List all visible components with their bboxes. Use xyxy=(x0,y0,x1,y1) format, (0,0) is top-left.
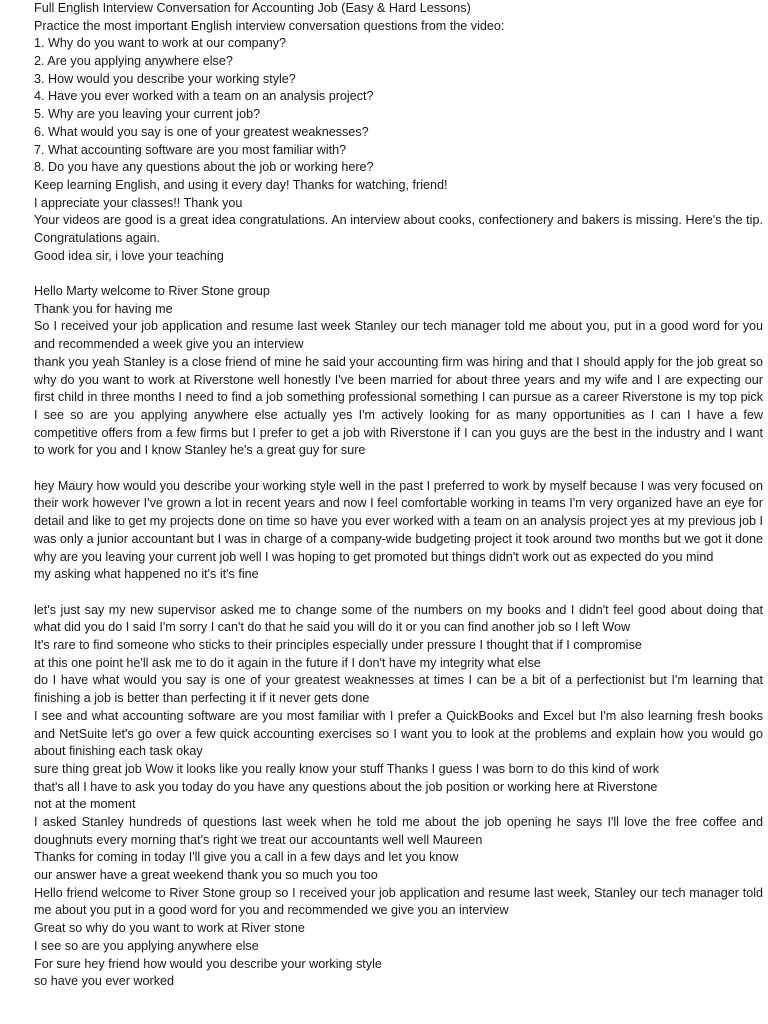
blank-line xyxy=(34,460,763,478)
text-line: Practice the most important English interview conversation questions from the video: xyxy=(34,18,505,33)
text-line: I see so are you applying anywhere else xyxy=(34,938,259,953)
text-line: I appreciate your classes!! Thank you xyxy=(34,195,243,210)
text-line: Full English Interview Conversation for Accounting Job (Easy & Hard Lessons) xyxy=(34,1,471,15)
text-line: not at the moment xyxy=(34,797,136,812)
blank-line xyxy=(34,584,763,602)
text-paragraph: I see and what accounting software are you most familiar with I prefer a QuickBooks and Excel but I'm also learning fresh books and NetSuite let's go over a few quick accounting exercises so I want you to look at the problems and explain how you would go about finishing each task okay xyxy=(34,708,763,759)
text-paragraph: hey Maury how would you describe your working style well in the past I preferred to work by myself because I was very focused on their work however I've grown a lot in recent years and now I feel comfortable working in teams I'm very organized have an eye for detail and like to get my projects done on time so have you ever worked with a team on an analysis project yes at my previous job I was only a junior accountant but I was in charge of a company-wide budgeting project it took around two months but we got it done why are you leaving your current job well I was hoping to get promoted but things didn't work out as expected do you mind xyxy=(34,478,763,564)
text-paragraph: Hello friend welcome to River Stone group so I received your job application and resume last week, Stanley our tech manager told me about you put in a good word for you and recommended we give you an interview xyxy=(34,885,763,918)
text-paragraph: do I have what would you say is one of your greatest weaknesses at times I can be a bit of a perfectionist but I'm learning that finishing a job is better than perfecting it if it never gets done xyxy=(34,673,763,706)
text-line: sure thing great job Wow it looks like you really know your stuff Thanks I guess I was born to do this kind of work xyxy=(34,761,660,776)
text-line: Great so why do you want to work at River stone xyxy=(34,921,305,936)
blank-line xyxy=(34,265,763,283)
text-paragraph: So I received your job application and resume last week Stanley our tech manager told me about you, put in a good word for you and recommended a week give you an interview xyxy=(34,319,763,352)
text-line: Hello Marty welcome to River Stone group xyxy=(34,284,270,299)
text-line: 1. Why do you want to work at our company? xyxy=(34,36,286,51)
text-line: 4. Have you ever worked with a team on an analysis project? xyxy=(34,89,374,104)
text-line: that's all I have to ask you today do you have any questions about the job position or working here at Riverstone xyxy=(34,779,658,794)
transcript-document xyxy=(34,0,763,991)
text-line: 7. What accounting software are you most familiar with? xyxy=(34,142,347,157)
text-line: 2. Are you applying anywhere else? xyxy=(34,54,233,69)
text-paragraph: Your videos are good is a great idea congratulations. An interview about cooks, confectionery and bakers is missing. Here's the tip. Congratulations again. xyxy=(34,213,763,245)
text-line: so have you ever worked xyxy=(34,974,175,989)
text-line: my asking what happened no it's it's fine xyxy=(34,567,259,582)
text-paragraph: let's just say my new supervisor asked me to change some of the numbers on my books and I didn't feel good about doing that what did you do I said I'm sorry I can't do that he said you will do it or you can find another job so I left Wow xyxy=(34,602,763,635)
text-line: at this one point he'll ask me to do it again in the future if I don't have my integrity what else xyxy=(34,655,541,670)
text-line: 3. How would you describe your working style? xyxy=(34,71,296,86)
text-line: Keep learning English, and using it every day! Thanks for watching, friend! xyxy=(34,177,448,192)
text-line: Thanks for coming in today I'll give you a call in a few days and let you know xyxy=(34,850,459,865)
text-paragraph: thank you yeah Stanley is a close friend of mine he said your accounting firm was hiring and that I should apply for the job great so why do you want to work at Riverstone well honestly I've been married for about three years and my wife and I are expecting our first child in three months I need to find a job something professional something I can pursue as a career Riverstone is my top pick I see so are you applying anywhere else actually yes I'm actively looking for as many opportunities as I can I have a few competitive offers from a few firms but I prefer to get a job with Riverstone if I can you guys are the best in the industry and I want to work for you and I know Stanley he's a great guy for sure xyxy=(34,354,763,458)
text-paragraph: I asked Stanley hundreds of questions last week when he told me about the job opening he says I'll love the free coffee and doughnuts every morning that's right we treat our accountants well well Maureen xyxy=(34,814,763,847)
text-line: It's rare to find someone who sticks to their principles especially under pressure I thought that if I compromise xyxy=(34,638,642,653)
text-line: our answer have a great weekend thank you so much you too xyxy=(34,868,378,883)
text-line: 5. Why are you leaving your current job? xyxy=(34,107,261,122)
text-line: 6. What would you say is one of your greatest weaknesses? xyxy=(34,124,369,139)
text-line: 8. Do you have any questions about the job or working here? xyxy=(34,160,374,175)
text-line: Good idea sir, i love your teaching xyxy=(34,248,224,263)
text-line: Thank you for having me xyxy=(34,301,173,316)
text-line: For sure hey friend how would you describe your working style xyxy=(34,956,382,971)
